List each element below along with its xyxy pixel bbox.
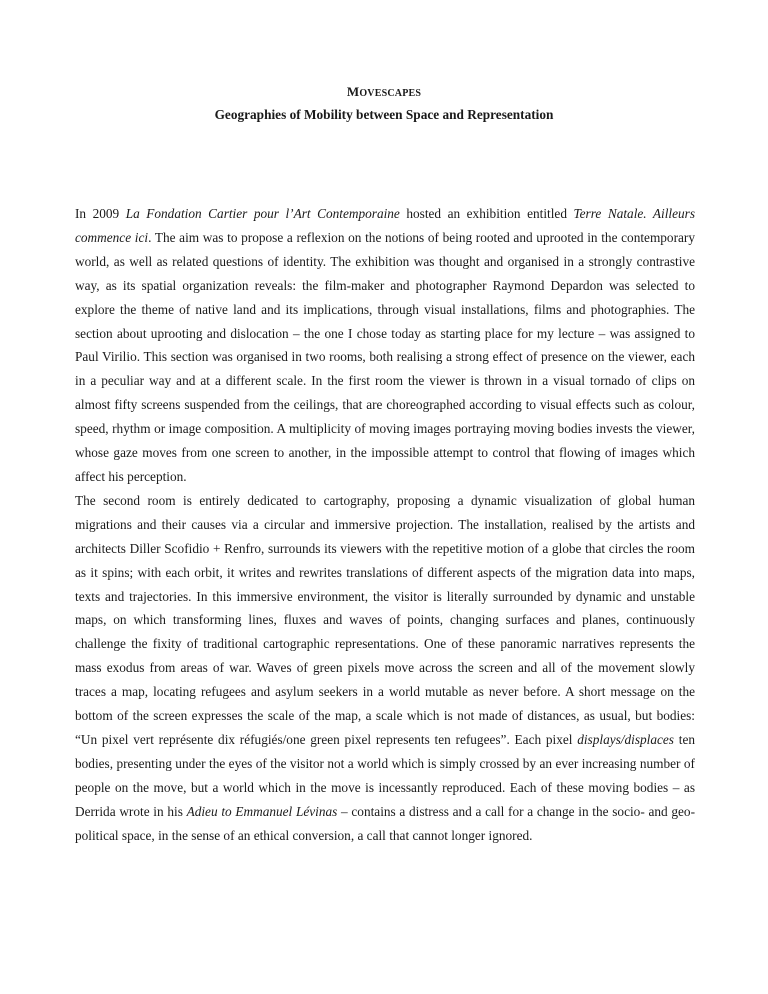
p2-text-1: The second room is entirely dedicated to cartography, proposing a dynamic visualization of global human migrations and their causes via a circular and immersive projection. The installation, realised by the artists and architects Diller Scofidio + Renfro, surrounds its viewers with the repetitive motion of a globe that circles the room as it spins; with each orbit, it writes and rewrites translations of different aspects of the migration data into maps, texts and trajectories. In this immersive environment, the visitor is literally surrounded by dynamic and unstable maps, on which transforming lines, fluxes and waves of points, changing surfaces and planes, continuously challenge the fixity of traditional cartographic representations. One of these panoramic narratives represents the mass exodus from areas of war. Waves of green pixels move across the screen and all of the movement slowly traces a map, locating refugees and asylum seekers in a world mutable as never before. A short message on the bottom of the screen expresses the scale of the map, a scale which is not made of distances, as usual, but bodies: “Un pixel vert représente dix réfugiés/one green pixel represents ten refugees”. Each pixel [75,492,695,747]
document-subtitle: Geographies of Mobility between Space and Representation [214,107,554,122]
title-smallcaps: OVESCAPES [359,88,422,99]
paragraph-1 [75,202,695,489]
title-initial: M [346,84,360,99]
p1-italic-institution: La Fondation Cartier pour l’Art Contemporaine [125,206,400,221]
p2-text-2: ten bodies, presenting under the eyes of the visitor not a world which is simply crossed by an ever increasing number of people on the move, but a world which in the move is incessantly reproduced. Each of these moving bodies – as Derrida wrote in his [75,731,695,819]
paragraph-2 [75,489,695,848]
p2-italic-displays: displays/displaces [577,731,674,747]
body-text [75,202,695,847]
p2-text-3: – contains a distress and a call for a change in the socio- and geo-political space, in the sense of an ethical conversion, a call that cannot longer ignored. [75,803,695,843]
p1-text-2: hosted an exhibition entitled [399,206,574,221]
p1-text-1: In 2009 [75,206,126,221]
p1-text-3: . The aim was to propose a reflexion on the notions of being rooted and uprooted in the contemporary world, as well as related questions of identity. The exhibition was thought and organised in a strongly contrastive way, as its spatial organization reveals: the film-maker and photographer Raymond Depardon was selected to explore the theme of native land and its implications, through visual installations, films and photographies. The section about uprooting and dislocation – the one I chose today as starting place for my lecture – was assigned to Paul Virilio. This section was organised in two rooms, both realising a strong effect of presence on the viewer, each in a peculiar way and at a different scale. In the first room the viewer is thrown in a visual tornado of clips on almost fifty screens suspended from the ceilings, that are choreographed according to visual effects such as colour, speed, rhythm or image composition. A multiplicity of moving images portraying moving bodies invests the viewer, whose gaze moves from one screen to another, in the impossible attempt to control that flowing of images which affect his perception. [75,229,695,484]
p1-italic-exhibition: Terre Natale. Ailleurs commence ici [75,206,695,245]
document-title [0,84,768,100]
p2-italic-book-title: Adieu to Emmanuel Lévinas [186,803,338,819]
